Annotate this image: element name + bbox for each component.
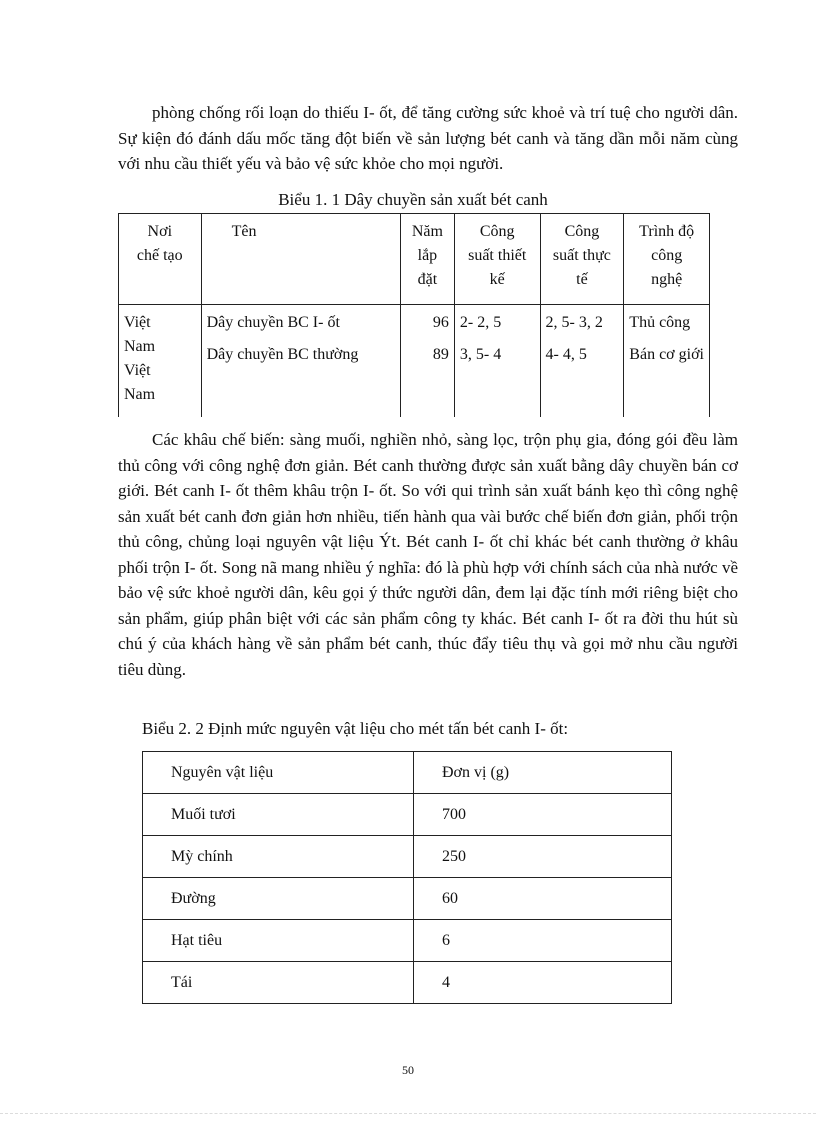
header-origin — [119, 214, 202, 305]
header-line: Tên — [231, 223, 257, 240]
header-actual-capacity — [540, 214, 624, 305]
cell-line: Dây chuyền BC thường — [206, 346, 359, 363]
table1-body-row — [119, 305, 710, 418]
footer-divider — [0, 1113, 816, 1114]
table-row — [143, 920, 672, 962]
paragraph-intro: phòng chống rối loạn do thiếu I- ốt, để tăng cường sức khoẻ và trí tuệ cho người dân. Sự kiện đó đánh dấu mốc tăng đột biến về sản lượng bét canh và tăng dần mỗi năm cùng với nhu cầu thiết yếu và bảo vệ sức khỏe cho mọi người. — [118, 103, 738, 173]
header-unit: Đơn vị (g) — [414, 752, 672, 794]
cell-line: Nam — [124, 338, 156, 355]
header-material: Nguyên vật liệu — [143, 752, 414, 794]
header-line: Năm — [411, 223, 443, 240]
cell-origin — [119, 305, 202, 418]
table1-header-row — [119, 214, 710, 305]
cell-line: 3, 5- 4 — [459, 346, 502, 363]
material-name: Hạt tiêu — [143, 920, 414, 962]
material-name: Muối tươi — [143, 794, 414, 836]
table1-caption: Biểu 1. 1 Dây chuyền sản xuất bét canh — [278, 190, 548, 209]
header-line: kế — [489, 271, 505, 288]
cell-name — [201, 305, 400, 418]
cell-actual-capacity — [540, 305, 624, 418]
material-name: Tái — [143, 962, 414, 1004]
cell-year — [400, 305, 454, 418]
header-line: nghệ — [651, 271, 683, 288]
header-line: tế — [576, 271, 588, 288]
material-name: Đường — [143, 878, 414, 920]
header-line: lắp — [417, 247, 438, 264]
header-technology — [624, 214, 710, 305]
material-norm-table — [142, 751, 672, 1004]
page-number: 50 — [402, 1063, 414, 1077]
header-year — [400, 214, 454, 305]
cell-line: Dây chuyền BC I- ốt — [206, 314, 340, 331]
header-line: Công — [564, 223, 600, 240]
material-amount: 4 — [414, 962, 672, 1004]
cell-design-capacity — [454, 305, 540, 418]
header-line: công — [651, 247, 683, 264]
cell-line: 2, 5- 3, 2 — [545, 314, 603, 331]
table-row — [143, 962, 672, 1004]
material-amount: 60 — [414, 878, 672, 920]
header-line: Công — [479, 223, 515, 240]
paragraph-processing: Các khâu chế biến: sàng muối, nghiền nhỏ, sàng lọc, trộn phụ gia, đóng gói đều làm thủ công với công nghệ đơn giản. Bét canh thường được sản xuất bằng dây chuyền bán cơ giới. Bét canh I- ốt thêm khâu trộn I- ốt. So với qui trình sản xuất bánh kẹo thì công nghệ sản xuất bét canh đơn giản hơn nhiều, tiến hành qua vài bước chế biến đơn giản, phối trộn thủ công, chủng loại nguyên vật liệu Ýt. Bét canh I- ốt chỉ khác bét canh thường ở khâu phối trộn I- ốt. Song nã mang nhiều ý nghĩa: đó là phù hợp với chính sách của nhà nước về bảo vệ sức khoẻ người dân, kêu gọi ý thức người dân, đem lại đặc tính mới riêng biệt cho sản phẩm, giúp phân biệt với các sản phẩm công ty khác. Bét canh I- ốt ra đời thu hút sù chú ý của khách hàng về sản phẩm bét canh, thúc đẩy tiêu thụ và gọi mở nhu cầu người tiêu dùng. — [118, 430, 738, 679]
cell-line: Việt — [124, 362, 151, 379]
header-name — [201, 214, 400, 305]
header-line: suất thực — [552, 247, 611, 264]
header-line: chế tạo — [136, 247, 183, 264]
material-amount: 700 — [414, 794, 672, 836]
table2-caption: Biểu 2. 2 Định mức nguyên vật liệu cho mét tấn bét canh I- ốt: — [142, 719, 569, 738]
cell-line: Việt — [124, 314, 151, 331]
cell-line: 2- 2, 5 — [459, 314, 502, 331]
header-line: đặt — [417, 271, 438, 288]
cell-line: Thủ công — [629, 314, 691, 331]
cell-line: 89 — [432, 346, 449, 363]
table-row — [143, 878, 672, 920]
material-amount: 6 — [414, 920, 672, 962]
table-row — [143, 752, 672, 794]
header-line: Nơi — [147, 223, 173, 240]
cell-line: 96 — [432, 314, 449, 331]
table-row — [143, 794, 672, 836]
table-row — [143, 836, 672, 878]
material-amount: 250 — [414, 836, 672, 878]
cell-line: Nam — [124, 386, 156, 403]
cell-line: 4- 4, 5 — [545, 346, 587, 363]
cell-line: Bán cơ giới — [629, 346, 704, 363]
header-line: suất thiết — [468, 247, 527, 264]
material-name: Mỳ chính — [143, 836, 414, 878]
production-line-table — [118, 213, 710, 417]
cell-technology — [624, 305, 710, 418]
header-line: Trình độ — [639, 223, 695, 240]
header-design-capacity — [454, 214, 540, 305]
